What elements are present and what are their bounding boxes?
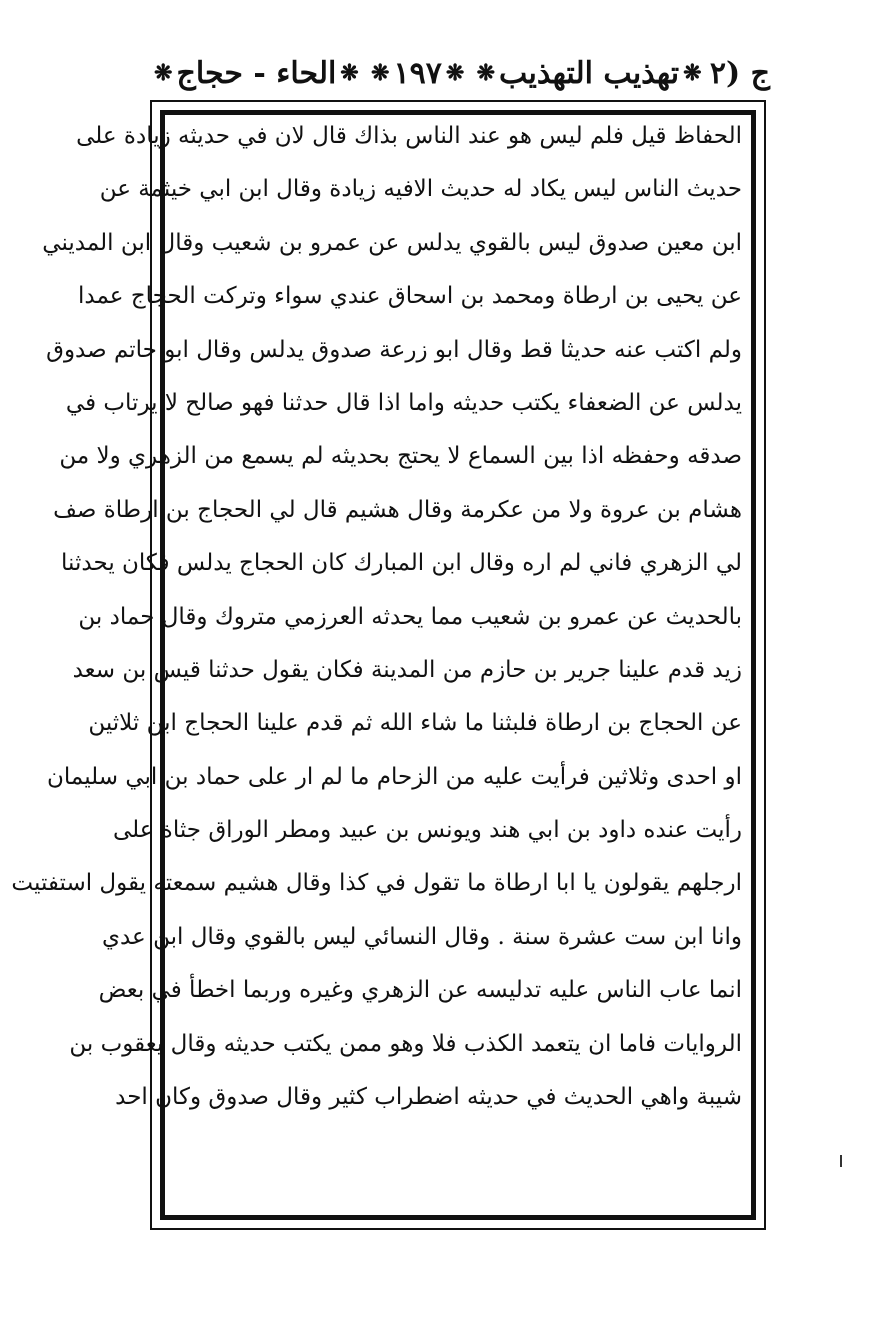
volume-label: ج (٢	[709, 55, 770, 91]
text-line: ولم اكتب عنه حديثا قط وقال ابو زرعة صدوق يدلس وقال ابو حاتم صدوق	[46, 336, 742, 363]
text-line: الحفاظ قيل فلم ليس هو عند الناس بذاك قال لان في حديثه زيادة على	[76, 123, 742, 149]
text-line: رأيت عنده داود بن ابي هند ويونس بن عبيد ومطر الوراق جثاة على	[112, 817, 742, 844]
text-line: ابن معين صدوق ليس بالقوي يدلس عن عمرو بن شعيب وقال ابن المديني	[42, 229, 742, 256]
ornament-icon: ❋	[476, 60, 496, 86]
text-line: زيد قدم علينا جرير بن حازم من المدينة فكان يقول حدثنا قيس بن سعد	[72, 656, 742, 683]
page-header	[150, 48, 770, 98]
page-number-group	[367, 56, 468, 91]
ornament-icon: ❋	[340, 60, 359, 86]
section-title: الحاء - حجاج	[176, 55, 337, 91]
ornament-icon: ❋	[154, 60, 173, 86]
text-line: لي الزهري فاني لم اره وقال ابن المبارك كان الحجاج يدلس فكان يحدثنا	[61, 550, 742, 577]
text-line: صدقه وحفظه اذا بين السماع لا يحتج بحديثه لم يسمع من الزهري ولا من	[59, 443, 742, 470]
text-line: يدلس عن الضعفاء يكتب حديثه واما اذا قال حدثنا فهو صالح لا يرتاب في	[65, 389, 742, 416]
stray-ink-mark	[840, 1155, 842, 1167]
text-line: شيبة واهي الحديث في حديثه اضطراب كثير وقال صدوق وكان احد	[115, 1084, 742, 1111]
ornament-icon: ❋	[445, 60, 465, 86]
text-line: وانا ابن ست عشرة سنة . وقال النسائي ليس بالقوي وقال ابن عدي	[101, 923, 742, 950]
text-line: الروايات فاما ان يتعمد الكذب فلا وهو ممن يكتب حديثه وقال يعقوب بن	[69, 1030, 742, 1057]
ornament-icon: ❋	[683, 60, 702, 86]
book-title: تهذيب التهذيب	[499, 55, 680, 91]
ornament-icon: ❋	[371, 60, 390, 86]
page-number: ١٩٧	[393, 55, 442, 91]
text-line: بالحديث عن عمرو بن شعيب مما يحدثه العرزمي متروك وقال حماد بن	[78, 603, 742, 630]
text-line: انما عاب الناس عليه تدليسه عن الزهري وغيره وربما اخطأ في بعض	[98, 977, 742, 1004]
text-line: او احدى وثلاثين فرأيت عليه من الزحام ما لم ار على حماد بن ابي سليمان	[47, 763, 742, 790]
text-line: هشام بن عروة ولا من عكرمة وقال هشيم قال لي الحجاج بن ارطاة صف	[53, 496, 742, 523]
book-title-group	[473, 56, 706, 91]
text-line: عن الحجاج بن ارطاة فلبثنا ما شاء الله ثم قدم علينا الحجاج ابن ثلاثين	[88, 710, 742, 737]
text-line: حديث الناس ليس يكاد له حديث الافيه زيادة وقال ابن ابي خيثمة عن	[99, 176, 742, 203]
body-text	[11, 110, 742, 1124]
section-group	[150, 56, 363, 91]
text-line: عن يحيى بن ارطاة ومحمد بن اسحاق عندي سواء وتركت الحجاج عمدا	[78, 283, 742, 310]
text-line: ارجلهم يقولون يا ابا ارطاة ما تقول في كذا وقال هشيم سمعته يقول استفتيت	[11, 870, 742, 897]
